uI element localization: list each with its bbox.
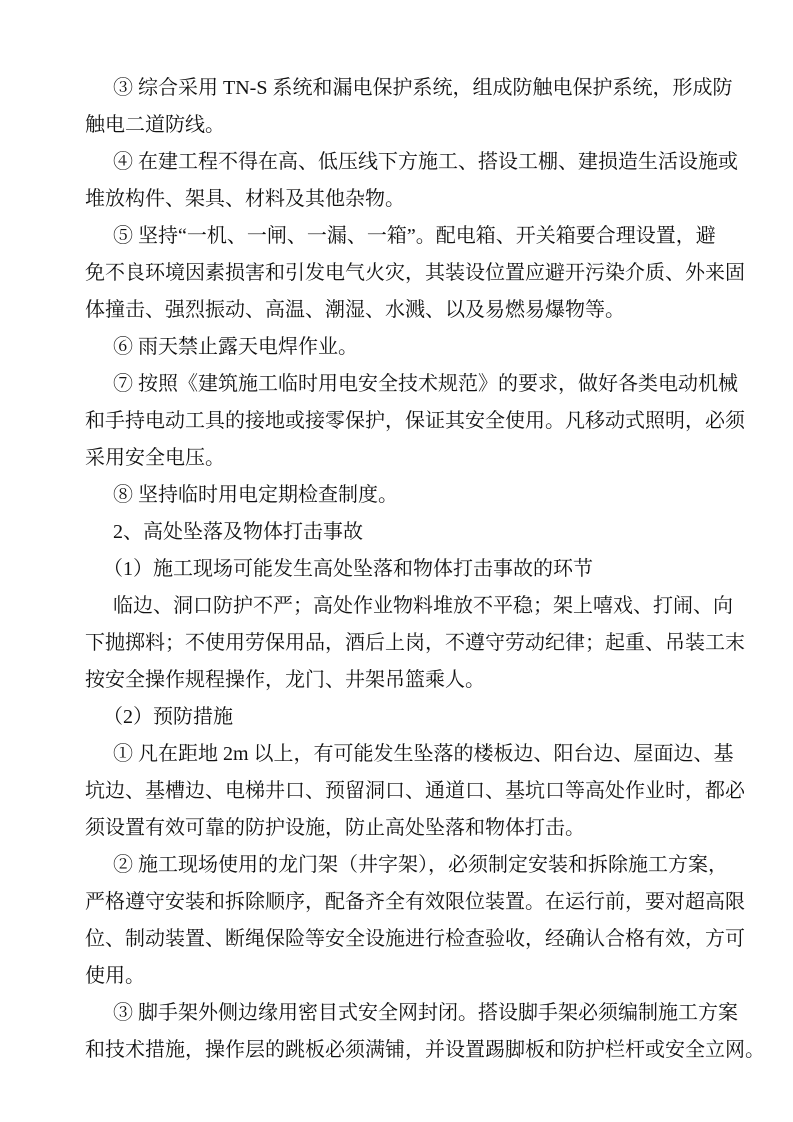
text-line: ⑦ 按照《建筑施工临时用电安全技术规范》的要求，做好各类电动机械 [113, 373, 738, 395]
text-line: 触电二道防线。 [85, 114, 225, 136]
text-line: 免不良环境因素损害和引发电气火灾，其装设位置应避开污染介质、外来固 [85, 262, 745, 284]
text-line: ④ 在建工程不得在高、低压线下方施工、搭设工棚、建损造生活设施或 [113, 151, 738, 173]
paragraph [85, 70, 733, 144]
paragraph [85, 995, 765, 1069]
text-line: 堆放构件、架具、材料及其他杂物。 [85, 188, 405, 210]
paragraph [85, 329, 701, 366]
text-line: 2、高处坠落及物体打击事故 [113, 521, 363, 543]
text-line: 坑边、基槽边、电梯井口、预留洞口、通道口、基坑口等高处作业时，都必 [85, 780, 745, 802]
text-line: ⑥ 雨天禁止露天电焊作业。 [113, 336, 358, 358]
text-line: （2）预防措施 [103, 706, 233, 728]
text-line: 体撞击、强烈振动、高温、潮湿、水溅、以及易燃易爆物等。 [85, 299, 625, 321]
paragraph [85, 847, 745, 995]
text-line: 采用安全电压。 [85, 447, 225, 469]
text-line: 临边、洞口防护不严；高处作业物料堆放不平稳；架上嘻戏、打闹、向 [113, 595, 733, 617]
text-line: ⑤ 坚持“一机、一闸、一漏、一箱”。配电箱、开关箱要合理设置，避 [113, 225, 716, 247]
text-line: 使用。 [85, 965, 145, 987]
text-line: 严格遵守安装和拆除顺序，配备齐全有效限位装置。在运行前，要对超高限 [85, 891, 745, 913]
text-line: ② 施工现场使用的龙门架（井字架），必须制定安装和拆除施工方案， [113, 854, 728, 876]
text-line: 须设置有效可靠的防护设施，防止高处坠落和物体打击。 [85, 817, 585, 839]
paragraph [85, 366, 745, 477]
document-body [85, 70, 765, 1069]
paragraph [85, 736, 745, 847]
paragraph [85, 588, 745, 699]
text-line: 下抛掷料；不使用劳保用品，酒后上岗，不遵守劳动纪律；起重、吊装工末 [85, 632, 745, 654]
paragraph [85, 514, 701, 551]
text-line: 和手持电动工具的接地或接零保护，保证其安全使用。凡移动式照明，必须 [85, 410, 745, 432]
text-line: ③ 脚手架外侧边缘用密目式安全网封闭。搭设脚手架必须编制施工方案 [113, 1002, 738, 1024]
paragraph [85, 699, 701, 736]
text-line: ③ 综合采用 TN-S 系统和漏电保护系统，组成防触电保护系统，形成防 [113, 77, 733, 99]
text-line: 按安全操作规程操作，龙门、井架吊篮乘人。 [85, 669, 485, 691]
text-line: 位、制动装置、断绳保险等安全设施进行检查验收，经确认合格有效，方可 [85, 928, 745, 950]
paragraph [85, 144, 738, 218]
text-line: （1）施工现场可能发生高处坠落和物体打击事故的环节 [103, 558, 593, 580]
text-line: ⑧ 坚持临时用电定期检查制度。 [113, 484, 398, 506]
paragraph [85, 477, 701, 514]
paragraph [85, 551, 701, 588]
paragraph [85, 218, 745, 329]
text-line: ① 凡在距地 2m 以上，有可能发生坠落的楼板边、阳台边、屋面边、基 [113, 743, 734, 765]
text-line: 和技术措施，操作层的跳板必须满铺，并设置踢脚板和防护栏杆或安全立网。 [85, 1039, 765, 1061]
